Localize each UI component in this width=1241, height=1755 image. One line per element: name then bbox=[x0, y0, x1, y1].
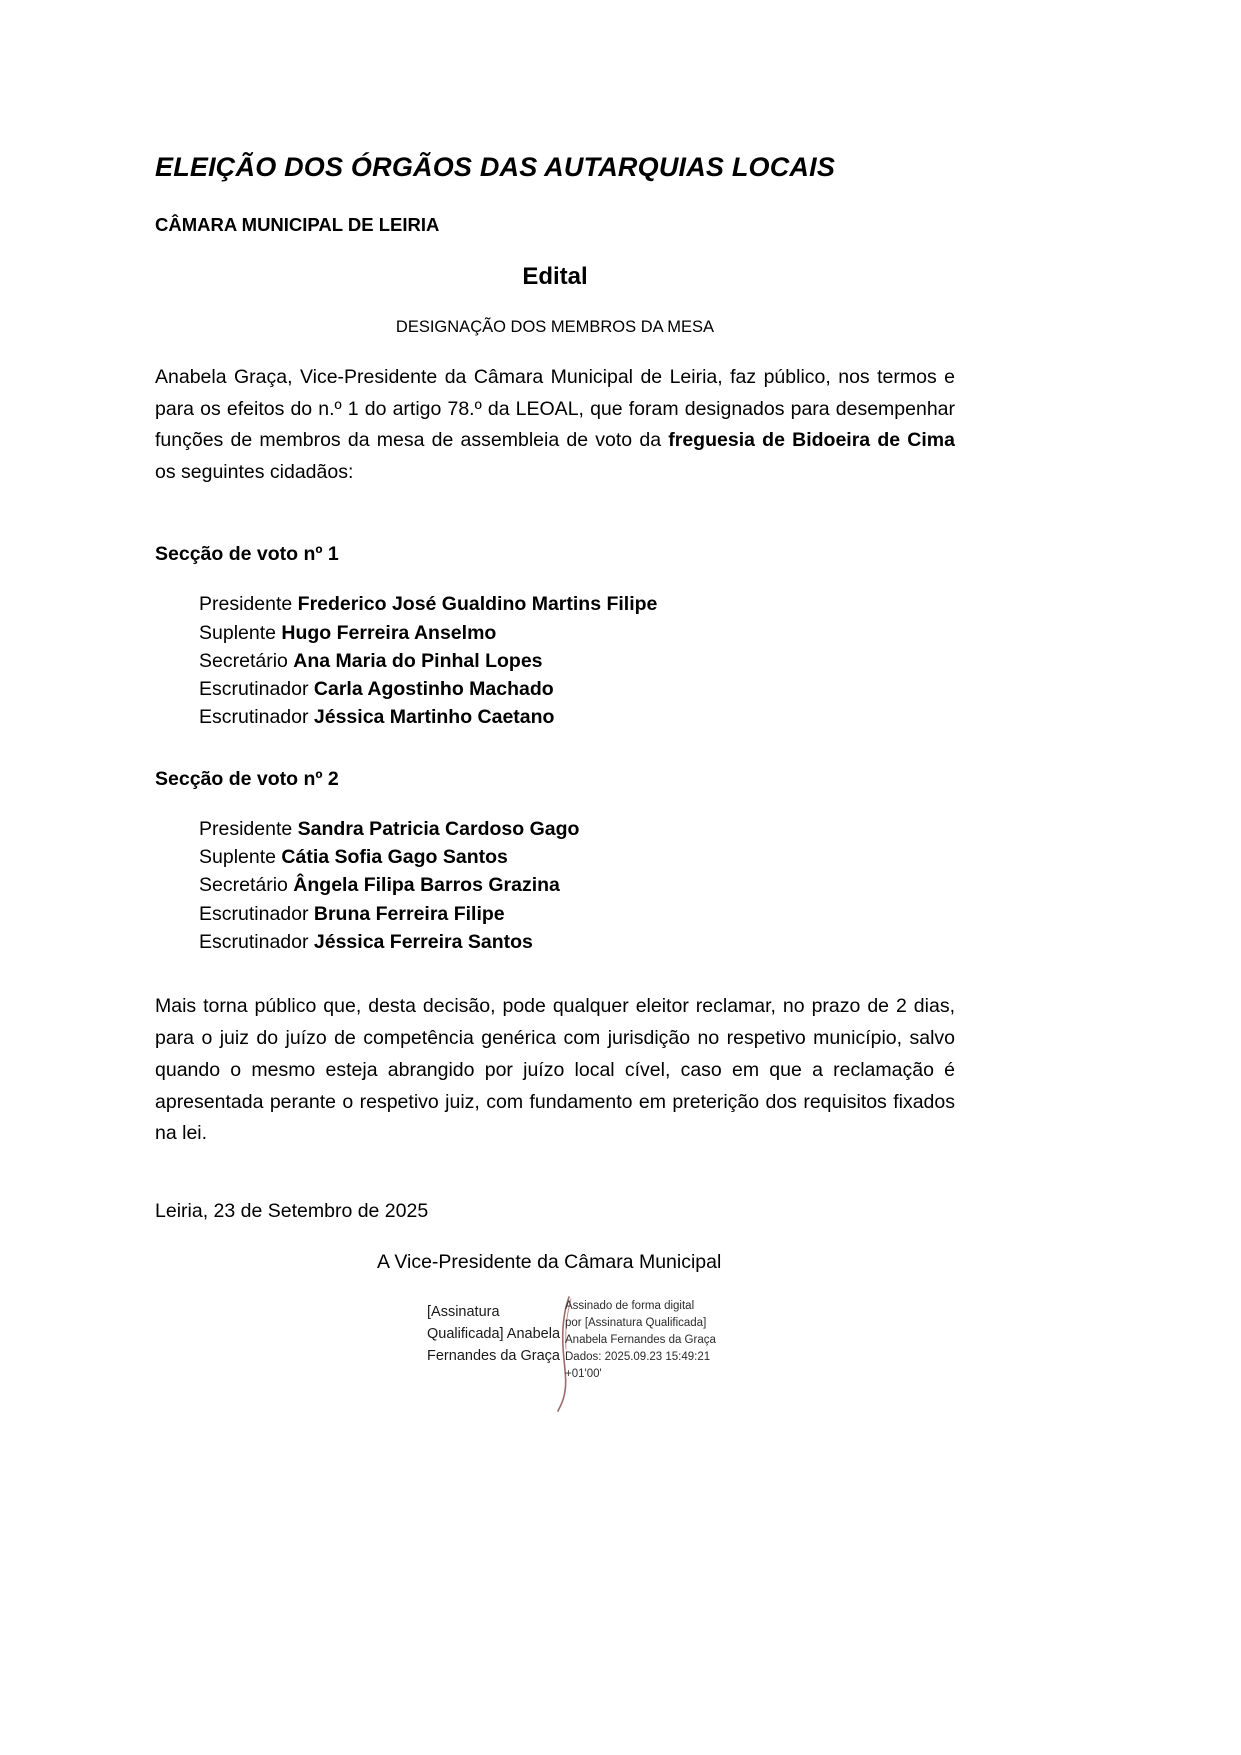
list-item bbox=[199, 675, 955, 703]
place-and-date: Leiria, 23 de Setembro de 2025 bbox=[155, 1200, 429, 1223]
page-title: ELEIÇÃO DOS ÓRGÃOS DAS AUTARQUIAS LOCAIS bbox=[155, 152, 836, 182]
section-title-2: Secção de voto nº 2 bbox=[155, 767, 339, 790]
signer-title: A Vice-Presidente da Câmara Municipal bbox=[377, 1251, 722, 1274]
members-list-section-2 bbox=[155, 793, 955, 956]
signature-detail-line-5: +01'00' bbox=[565, 1367, 602, 1380]
digital-signature-block bbox=[155, 1295, 955, 1425]
member-role: Escrutinador bbox=[199, 706, 309, 729]
closing-paragraph: Mais torna público que, desta decisão, pode qualquer eleitor reclamar, no prazo de 2 dias, para o juiz do juízo de competência genérica com jurisdição no respetivo município, salvo quando o mesmo esteja abrangido por juízo local cível, caso em que a reclamação é apresentada perante o respetivo juiz, com fundamento em preterição dos requisitos fixados na lei. bbox=[155, 995, 955, 1145]
list-item bbox=[199, 871, 955, 899]
member-name: Jéssica Ferreira Santos bbox=[313, 930, 533, 953]
signature-visible-name bbox=[427, 1301, 577, 1367]
list-item bbox=[199, 619, 955, 647]
list-item bbox=[199, 900, 955, 928]
list-item bbox=[199, 703, 955, 731]
member-role: Escrutinador bbox=[199, 678, 309, 701]
member-name: Cátia Sofia Gago Santos bbox=[281, 846, 508, 869]
document-content bbox=[155, 0, 955, 1425]
member-name: Hugo Ferreira Anselmo bbox=[281, 621, 497, 644]
member-name: Jéssica Martinho Caetano bbox=[313, 706, 555, 729]
signature-visible-name-text: [Assinatura Qualificada] Anabela Fernandes da Graça bbox=[427, 1303, 561, 1364]
signature-details bbox=[565, 1298, 740, 1383]
member-name: Carla Agostinho Machado bbox=[313, 678, 554, 701]
section-title-1: Secção de voto nº 1 bbox=[155, 542, 339, 565]
member-name: Frederico José Gualdino Martins Filipe bbox=[297, 593, 658, 616]
signature-detail-line-4: Dados: 2025.09.23 15:49:21 bbox=[565, 1350, 711, 1363]
member-role: Escrutinador bbox=[199, 930, 309, 953]
list-item bbox=[199, 815, 955, 843]
document-subtitle: DESIGNAÇÃO DOS MEMBROS DA MESA bbox=[395, 318, 715, 337]
intro-text-part2: os seguintes cidadãos: bbox=[155, 461, 354, 484]
document-type-heading: Edital bbox=[522, 263, 588, 291]
signature-detail-line-3: Anabela Fernandes da Graça bbox=[565, 1333, 716, 1346]
signature-detail-line-1: Assinado de forma digital bbox=[565, 1299, 695, 1312]
member-name: Bruna Ferreira Filipe bbox=[313, 902, 505, 925]
member-role: Presidente bbox=[199, 817, 293, 840]
member-name: Sandra Patricia Cardoso Gago bbox=[297, 817, 580, 840]
intro-paragraph bbox=[155, 338, 955, 489]
intro-text-part1: Anabela Graça, Vice-Presidente da Câmara Municipal de Leiria, faz público, nos termos e para os efeitos do n.º 1 do artigo 78.º da LEOAL, que foram designados para desempenhar funções de membros da mesa de assembleia de voto da bbox=[155, 365, 955, 452]
members-list-section-1 bbox=[155, 568, 955, 731]
member-role: Suplente bbox=[199, 846, 276, 869]
intro-freguesia-bold: freguesia de Bidoeira de Cima bbox=[668, 429, 955, 452]
member-name: Ana Maria do Pinhal Lopes bbox=[293, 649, 543, 672]
member-role: Secretário bbox=[199, 649, 288, 672]
list-item bbox=[199, 843, 955, 871]
entity-name: CÂMARA MUNICIPAL DE LEIRIA bbox=[155, 214, 440, 236]
list-item bbox=[199, 928, 955, 956]
member-role: Presidente bbox=[199, 593, 293, 616]
member-role: Secretário bbox=[199, 874, 288, 897]
list-item bbox=[199, 647, 955, 675]
member-role: Escrutinador bbox=[199, 902, 309, 925]
list-item bbox=[199, 590, 955, 618]
signature-detail-line-2: por [Assinatura Qualificada] bbox=[565, 1316, 707, 1329]
member-name: Ângela Filipa Barros Grazina bbox=[293, 874, 560, 897]
member-role: Suplente bbox=[199, 621, 276, 644]
